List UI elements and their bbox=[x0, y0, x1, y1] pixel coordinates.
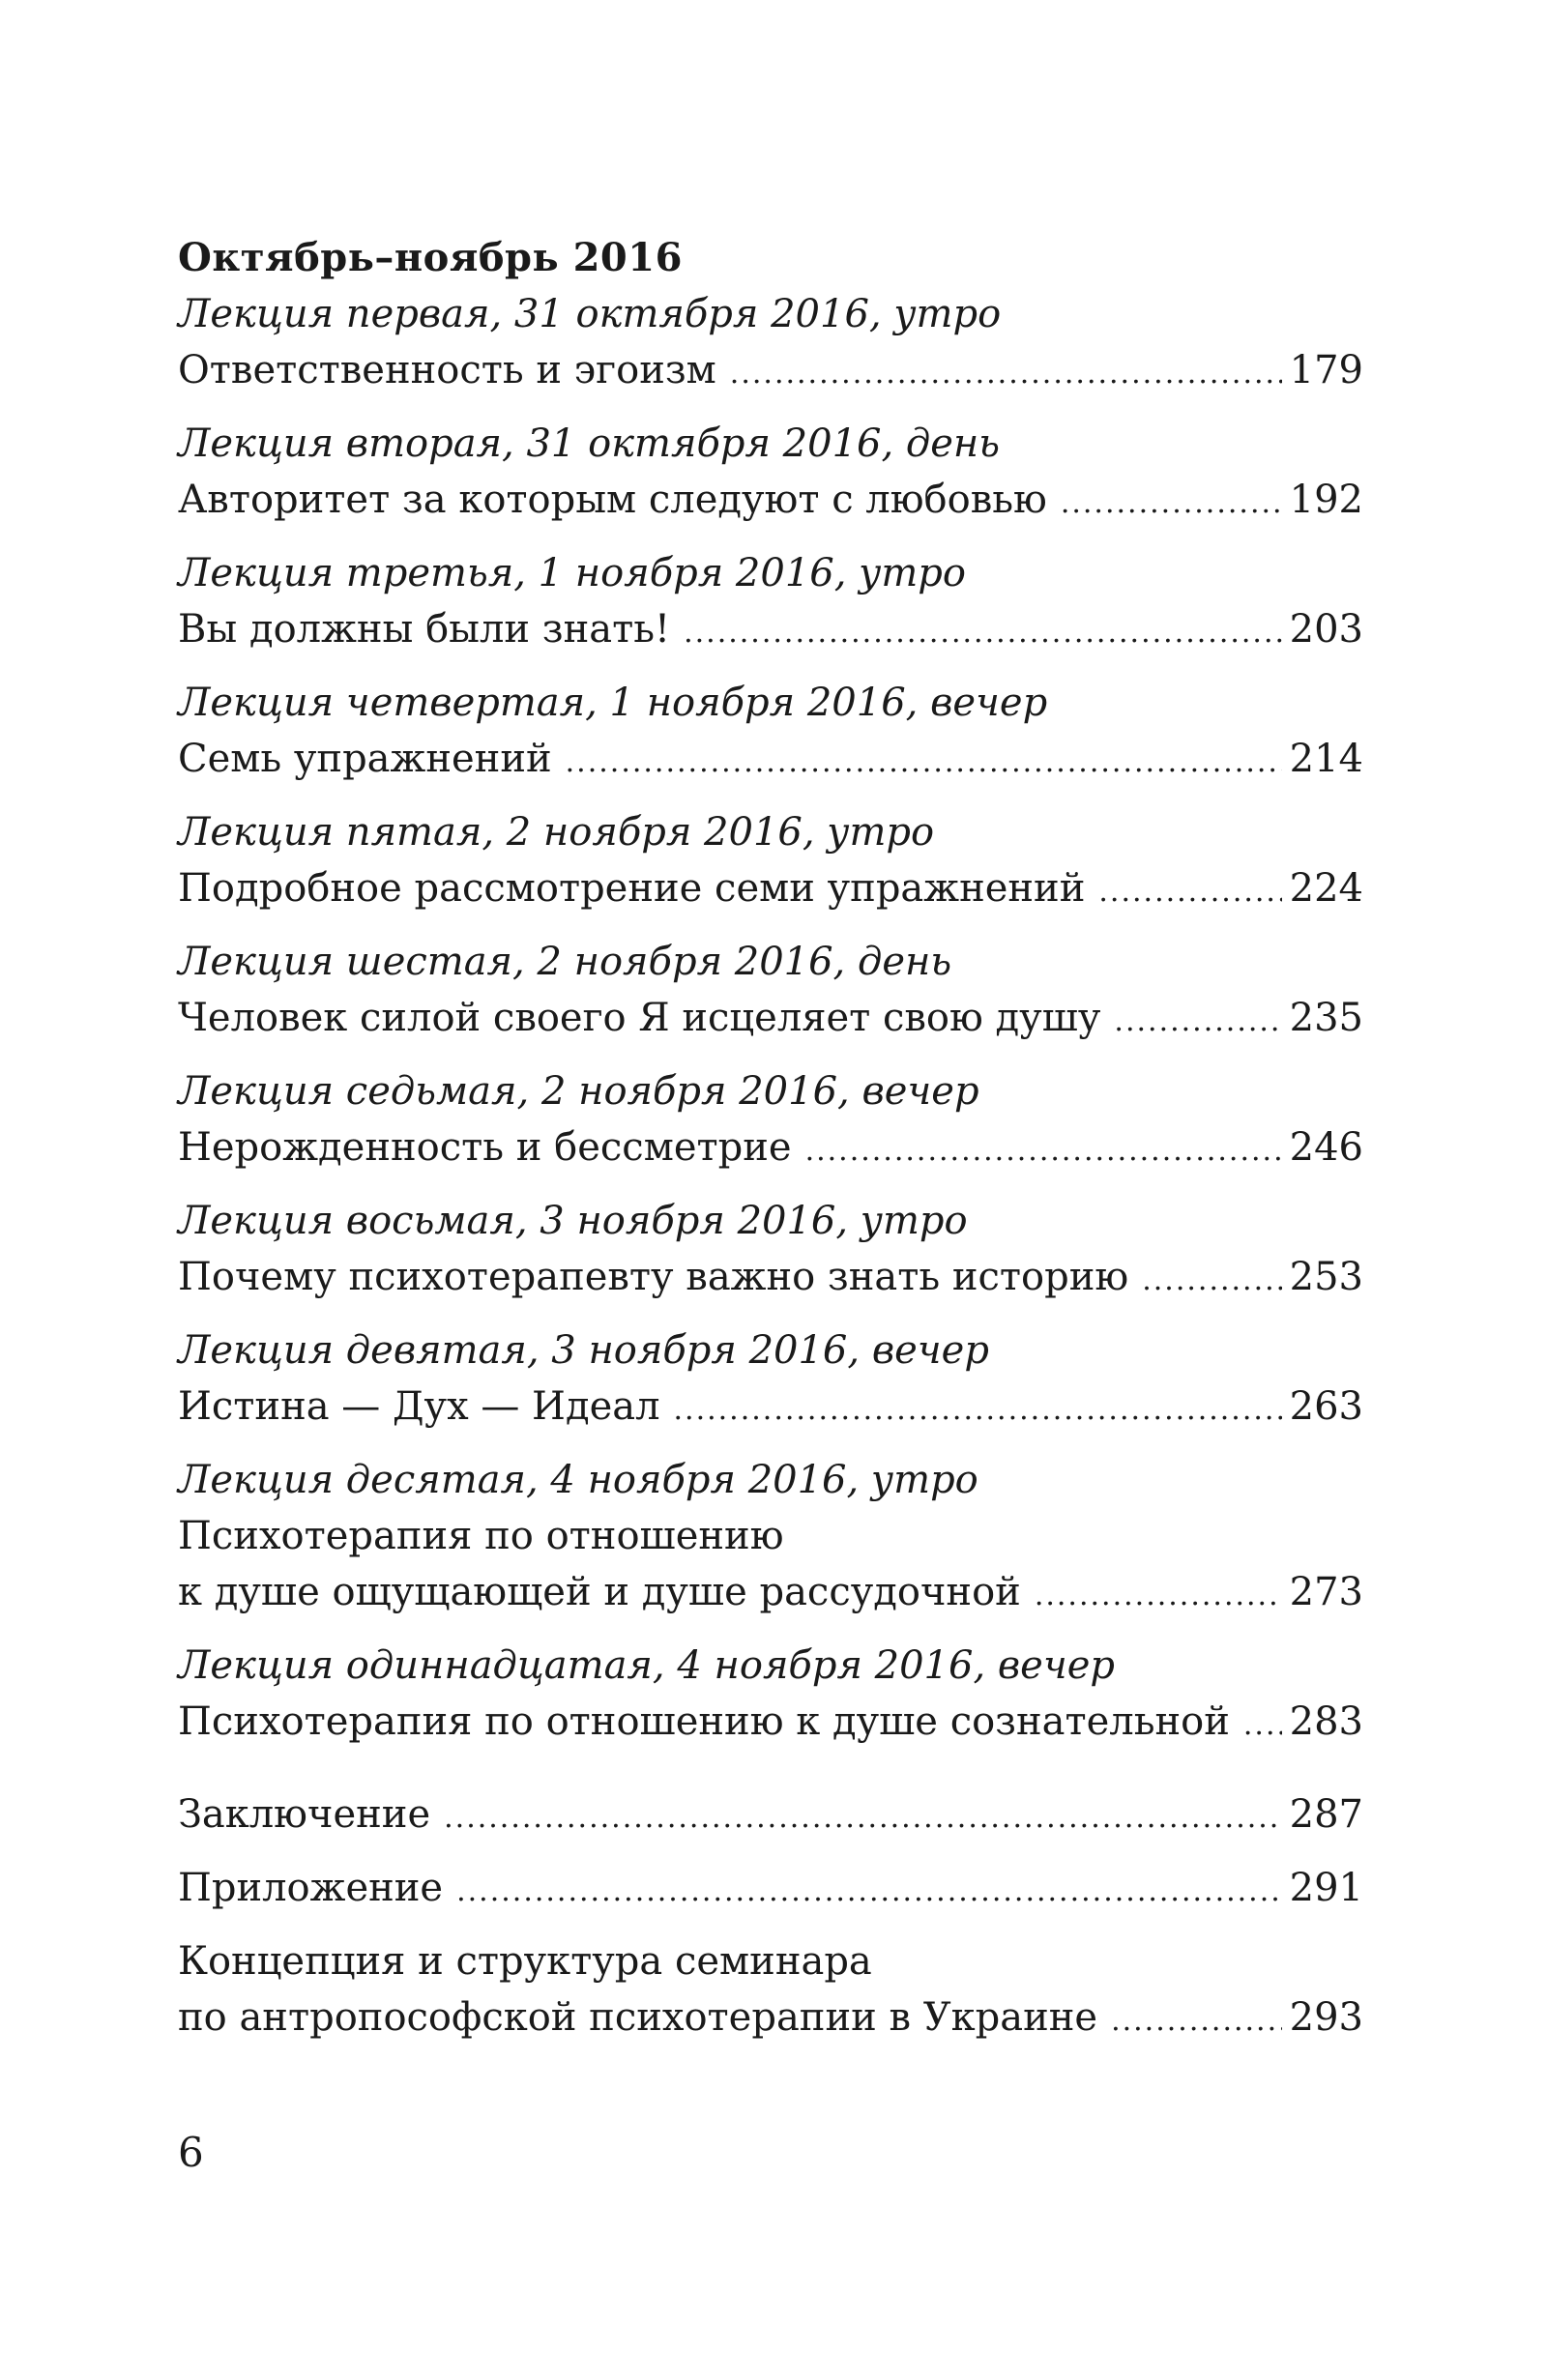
lecture-heading: Лекция шестая, 2 ноября 2016, день bbox=[178, 940, 952, 984]
lecture-heading: Лекция десятая, 4 ноября 2016, утро bbox=[178, 1458, 978, 1502]
entry-title: Почему психотерапевту важно знать историю bbox=[178, 1255, 1129, 1299]
lecture-heading: Лекция седьмая, 2 ноября 2016, вечер bbox=[178, 1069, 979, 1114]
toc-extra-concept bbox=[178, 1933, 1363, 2049]
section-title: Октябрь–ноябрь 2016 bbox=[178, 235, 683, 280]
entry-title: Подробное рассмотрение семи упражнений bbox=[178, 866, 1086, 911]
toc-entry[interactable] bbox=[178, 1564, 1363, 1624]
lecture-heading: Лекция четвертая, 1 ноября 2016, вечер bbox=[178, 681, 1048, 725]
page-number: 179 bbox=[1289, 348, 1363, 392]
toc-lecture-2 bbox=[178, 416, 1363, 532]
toc-entry[interactable] bbox=[178, 1786, 1363, 1846]
page-number: 224 bbox=[1289, 866, 1363, 911]
page-number: 203 bbox=[1289, 607, 1363, 652]
lecture-heading: Лекция первая, 31 октября 2016, утро bbox=[178, 292, 1002, 336]
page-number: 287 bbox=[1289, 1792, 1363, 1837]
dot-leader bbox=[1142, 1253, 1281, 1309]
toc-lecture-6 bbox=[178, 934, 1363, 1050]
lecture-heading: Лекция пятая, 2 ноября 2016, утро bbox=[178, 810, 935, 855]
toc-entry[interactable] bbox=[178, 990, 1363, 1050]
page-number: 263 bbox=[1289, 1384, 1363, 1429]
entry-title: Нерожденность и бессметрие bbox=[178, 1125, 792, 1170]
toc-lecture-9 bbox=[178, 1322, 1363, 1438]
page-number: 192 bbox=[1289, 478, 1363, 522]
dot-leader bbox=[674, 1382, 1282, 1438]
toc-extra-conclusion bbox=[178, 1786, 1363, 1846]
toc-entry[interactable] bbox=[178, 1860, 1363, 1920]
toc-entry[interactable] bbox=[178, 1379, 1363, 1438]
entry-title: Психотерапия по отношению к душе сознательной bbox=[178, 1699, 1230, 1744]
toc-lecture-11 bbox=[178, 1638, 1363, 1754]
entry-title: Человек силой своего Я исцеляет свою душу bbox=[178, 996, 1101, 1040]
table-of-contents bbox=[178, 230, 1363, 2063]
toc-lecture-3 bbox=[178, 545, 1363, 661]
entry-title-line1: Концепция и структура семинара bbox=[178, 1939, 872, 1984]
entry-title: Семь упражнений bbox=[178, 737, 552, 781]
page-number: 291 bbox=[1289, 1866, 1363, 1910]
entry-title: Заключение bbox=[178, 1792, 431, 1837]
toc-entry[interactable] bbox=[178, 860, 1363, 920]
dot-leader bbox=[1098, 864, 1281, 920]
toc-entry[interactable] bbox=[178, 731, 1363, 791]
entry-title: Истина — Дух — Идеал bbox=[178, 1384, 660, 1429]
dot-leader bbox=[1035, 1568, 1282, 1624]
toc-entry[interactable] bbox=[178, 1249, 1363, 1309]
dot-leader bbox=[730, 346, 1282, 402]
toc-entry[interactable] bbox=[178, 472, 1363, 532]
dot-leader bbox=[1061, 476, 1282, 532]
toc-entry[interactable] bbox=[178, 601, 1363, 661]
toc-entry[interactable] bbox=[178, 1989, 1363, 2049]
dot-leader bbox=[684, 605, 1282, 661]
page-number: 214 bbox=[1289, 737, 1363, 781]
entry-title: Ответственность и эгоизм bbox=[178, 348, 716, 392]
toc-entry[interactable] bbox=[178, 1694, 1363, 1754]
entry-title: Вы должны были знать! bbox=[178, 607, 671, 652]
toc-extra-appendix bbox=[178, 1860, 1363, 1920]
dot-leader bbox=[805, 1123, 1282, 1179]
lecture-heading: Лекция третья, 1 ноября 2016, утро bbox=[178, 551, 966, 595]
entry-title: Авторитет за которым следуют с любовью bbox=[178, 478, 1047, 522]
toc-lecture-1 bbox=[178, 286, 1363, 402]
entry-title-line1: Психотерапия по отношению bbox=[178, 1514, 784, 1558]
lecture-heading: Лекция девятая, 3 ноября 2016, вечер bbox=[178, 1328, 989, 1373]
toc-lecture-4 bbox=[178, 675, 1363, 791]
dot-leader bbox=[1111, 1993, 1282, 2049]
page-number: 283 bbox=[1289, 1699, 1363, 1744]
page-number: 235 bbox=[1289, 996, 1363, 1040]
lecture-heading: Лекция одиннадцатая, 4 ноября 2016, вечер bbox=[178, 1643, 1115, 1688]
toc-entry[interactable] bbox=[178, 1119, 1363, 1179]
dot-leader bbox=[1114, 994, 1281, 1050]
page-folio: 6 bbox=[178, 2129, 204, 2176]
page-number: 246 bbox=[1289, 1125, 1363, 1170]
toc-extras bbox=[178, 1786, 1363, 2049]
page-number: 273 bbox=[1289, 1570, 1363, 1614]
lecture-heading: Лекция восьмая, 3 ноября 2016, утро bbox=[178, 1199, 968, 1243]
page-number: 293 bbox=[1289, 1995, 1363, 2040]
entry-title: Приложение bbox=[178, 1866, 444, 1910]
entry-title: по антропософской психотерапии в Украине bbox=[178, 1995, 1098, 2040]
page-number: 253 bbox=[1289, 1255, 1363, 1299]
dot-leader bbox=[566, 735, 1282, 791]
dot-leader bbox=[1243, 1698, 1282, 1754]
entry-title: к душе ощущающей и душе рассудочной bbox=[178, 1570, 1021, 1614]
toc-lecture-5 bbox=[178, 804, 1363, 920]
lecture-heading: Лекция вторая, 31 октября 2016, день bbox=[178, 421, 1001, 466]
toc-lecture-7 bbox=[178, 1063, 1363, 1179]
toc-lecture-8 bbox=[178, 1193, 1363, 1309]
toc-lecture-10 bbox=[178, 1452, 1363, 1624]
toc-entry[interactable] bbox=[178, 342, 1363, 402]
dot-leader bbox=[444, 1790, 1282, 1846]
dot-leader bbox=[456, 1864, 1282, 1920]
